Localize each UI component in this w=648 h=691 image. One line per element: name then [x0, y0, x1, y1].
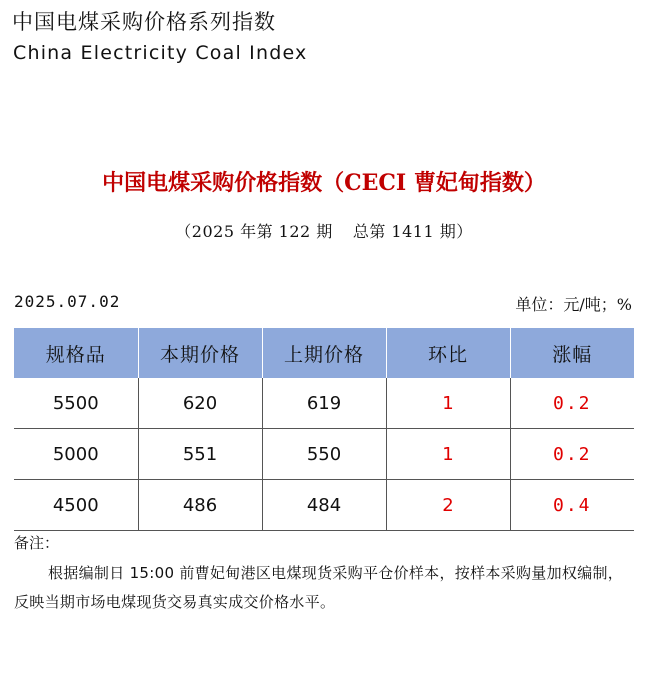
notes-text: 根据编制日 15:00 前曹妃甸港区电煤现货采购平仓价样本，按样本采购量加权编制，反映当期市场电煤现货交易真实成交价格水平。 [14, 564, 624, 611]
cell-current-price: 620 [138, 378, 262, 429]
table-header-row [14, 328, 634, 378]
notes-label: 备注： [14, 534, 60, 552]
report-date: 2025.07.02 [14, 292, 121, 311]
cell-spec: 5000 [14, 429, 138, 480]
cell-previous-price: 550 [262, 429, 386, 480]
total-issue-number: 总第 1411 期） [352, 222, 473, 241]
cell-change-pct: 0.2 [510, 378, 634, 429]
table-row [14, 378, 634, 429]
report-title: 中国电煤采购价格指数（CECI 曹妃甸指数） [102, 170, 546, 196]
cell-spec: 4500 [14, 480, 138, 531]
unit-label: 单位：元/吨；% [515, 295, 632, 314]
column-header-current-price: 本期价格 [138, 328, 262, 378]
cell-change-pct: 0.2 [510, 429, 634, 480]
cell-previous-price: 484 [262, 480, 386, 531]
column-header-spec: 规格品 [14, 328, 138, 378]
column-header-previous-price: 上期价格 [262, 328, 386, 378]
column-header-change-pct: 涨幅 [510, 328, 634, 378]
cell-previous-price: 619 [262, 378, 386, 429]
price-index-table [14, 328, 634, 531]
column-header-change: 环比 [386, 328, 510, 378]
table-row [14, 480, 634, 531]
issue-number: （2025 年第 122 期 [175, 222, 333, 241]
cell-spec: 5500 [14, 378, 138, 429]
issue-line [0, 219, 648, 242]
cell-change-pct: 0.4 [510, 480, 634, 531]
cell-current-price: 486 [138, 480, 262, 531]
series-title: 中国电煤采购价格系列指数 [12, 10, 276, 34]
cell-change: 1 [386, 429, 510, 480]
cell-current-price: 551 [138, 429, 262, 480]
cell-change: 1 [386, 378, 510, 429]
table-row [14, 429, 634, 480]
series-subtitle: China Electricity Coal Index [13, 42, 308, 64]
cell-change: 2 [386, 480, 510, 531]
